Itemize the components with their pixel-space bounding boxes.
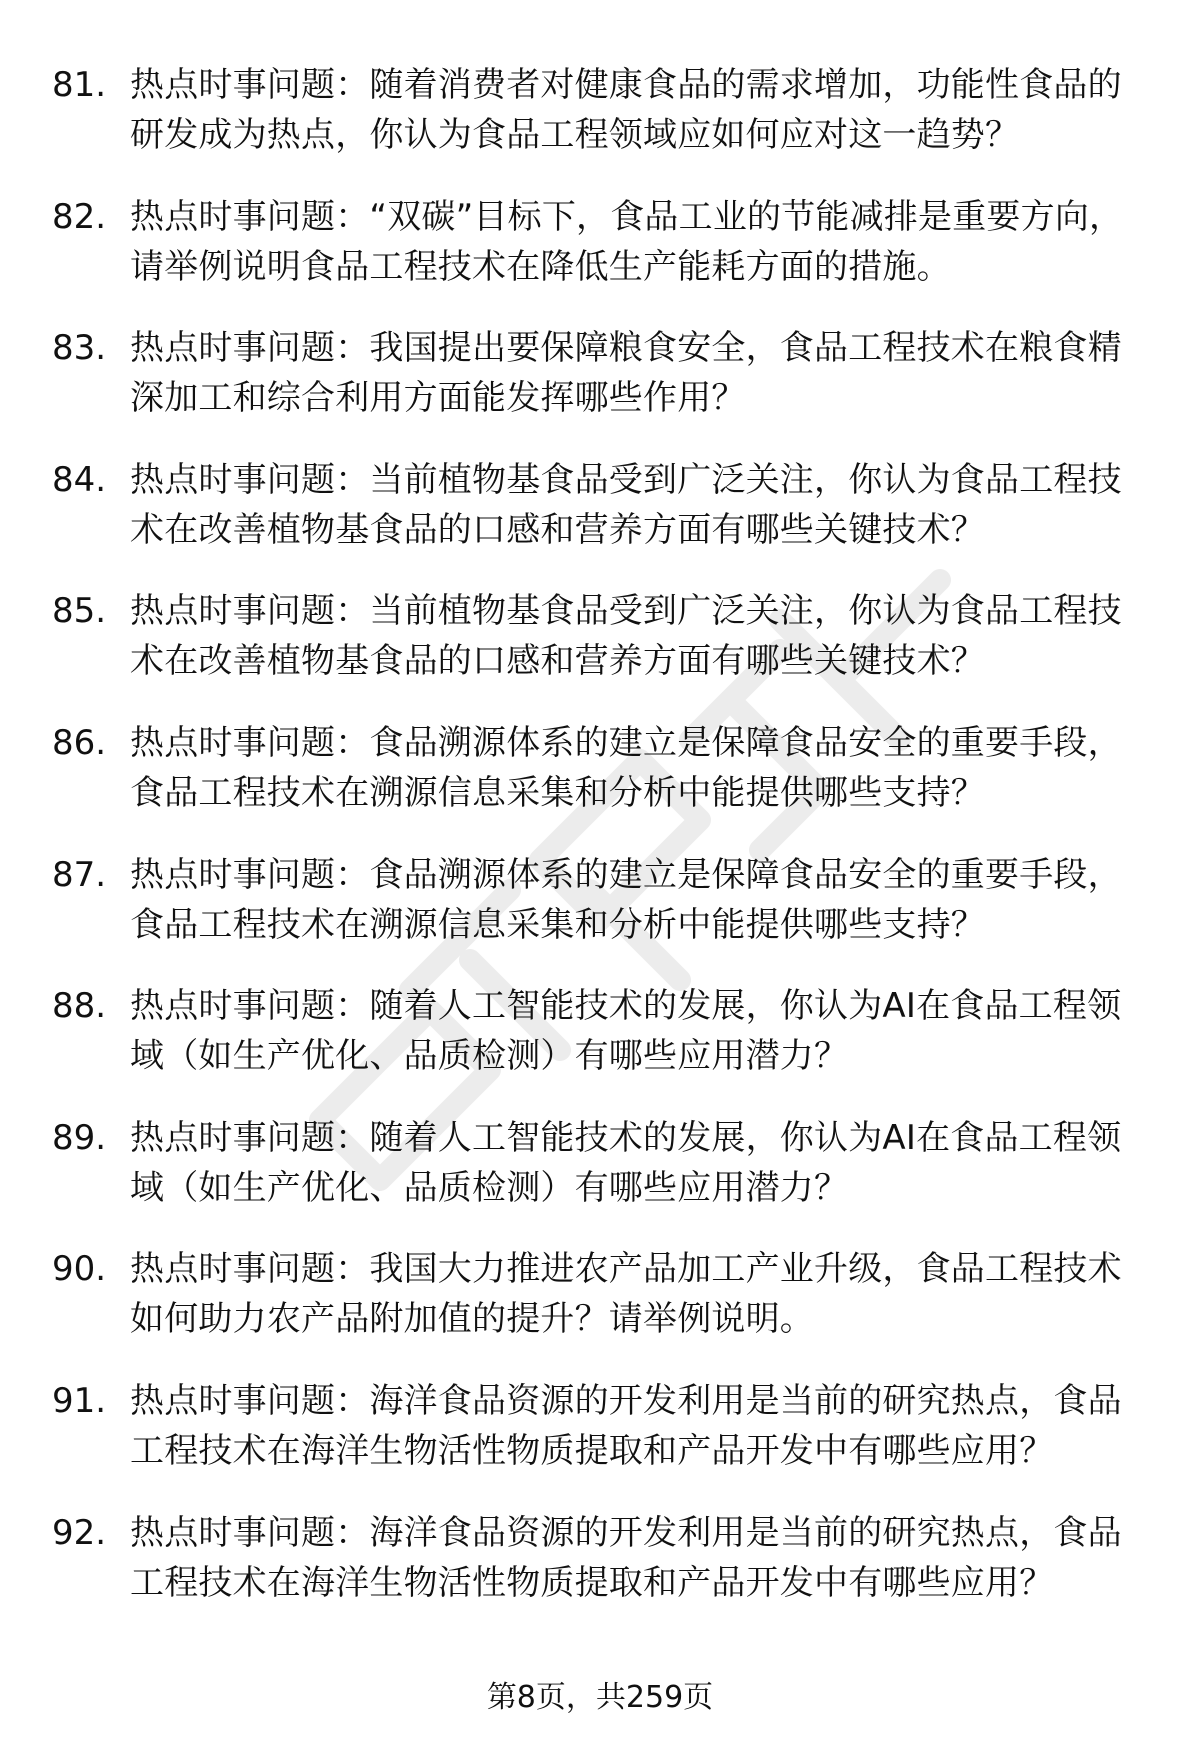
question-number: 86.: [52, 722, 107, 763]
question-item: [0, 455, 1200, 587]
question-item: [0, 60, 1200, 192]
question-item: [0, 1244, 1200, 1376]
question-text: 热点时事问题：当前植物基食品受到广泛关注，你认为食品工程技术在改善植物基食品的口感和营养方面有哪些关键技术？: [130, 459, 1122, 550]
question-text: 热点时事问题：随着消费者对健康食品的需求增加，功能性食品的研发成为热点，你认为食品工程领域应如何应对这一趋势？: [130, 65, 1122, 155]
question-item: [0, 1113, 1200, 1245]
question-number: 87.: [52, 854, 107, 895]
question-text: 热点时事问题：食品溯源体系的建立是保障食品安全的重要手段，食品工程技术在溯源信息采集和分析中能提供哪些支持？: [130, 722, 1122, 813]
question-item: [0, 981, 1200, 1113]
page-footer: 第8页，共259页: [486, 1680, 714, 1715]
question-item: [0, 192, 1200, 324]
question-number: 85.: [52, 591, 107, 632]
question-item: [0, 1508, 1200, 1640]
question-text: 热点时事问题：当前植物基食品受到广泛关注，你认为食品工程技术在改善植物基食品的口感和营养方面有哪些关键技术？: [130, 591, 1122, 682]
question-item: [0, 586, 1200, 718]
question-item: [0, 323, 1200, 455]
question-item: [0, 850, 1200, 982]
question-item: [0, 1376, 1200, 1508]
question-text: 热点时事问题：我国大力推进农产品加工产业升级，食品工程技术如何助力农产品附加值的提升？请举例说明。: [130, 1249, 1122, 1340]
question-number: 88.: [52, 986, 107, 1027]
question-number: 81.: [52, 65, 107, 105]
question-list: [0, 60, 1200, 1639]
question-text: 热点时事问题：随着人工智能技术的发展，你认为AI在食品工程领域（如生产优化、品质检测）有哪些应用潜力？: [130, 986, 1122, 1077]
question-number: 82.: [52, 196, 107, 237]
question-text: 热点时事问题：“双碳”目标下，食品工业的节能减排是重要方向，请举例说明食品工程技术在降低生产能耗方面的措施。: [130, 196, 1124, 287]
question-number: 84.: [52, 459, 107, 500]
question-text: 热点时事问题：海洋食品资源的开发利用是当前的研究热点，食品工程技术在海洋生物活性物质提取和产品开发中有哪些应用？: [130, 1380, 1122, 1471]
question-text: 热点时事问题：随着人工智能技术的发展，你认为AI在食品工程领域（如生产优化、品质检测）有哪些应用潜力？: [130, 1117, 1122, 1208]
question-number: 91.: [52, 1380, 107, 1421]
question-number: 92.: [52, 1512, 107, 1553]
question-text: 热点时事问题：食品溯源体系的建立是保障食品安全的重要手段，食品工程技术在溯源信息采集和分析中能提供哪些支持？: [130, 854, 1122, 945]
question-number: 90.: [52, 1249, 107, 1290]
question-text: 热点时事问题：我国提出要保障粮食安全，食品工程技术在粮食精深加工和综合利用方面能发挥哪些作用？: [130, 328, 1122, 419]
question-item: [0, 718, 1200, 850]
question-number: 89.: [52, 1117, 107, 1158]
question-number: 83.: [52, 328, 107, 369]
question-text: 热点时事问题：海洋食品资源的开发利用是当前的研究热点，食品工程技术在海洋生物活性物质提取和产品开发中有哪些应用？: [130, 1512, 1122, 1603]
